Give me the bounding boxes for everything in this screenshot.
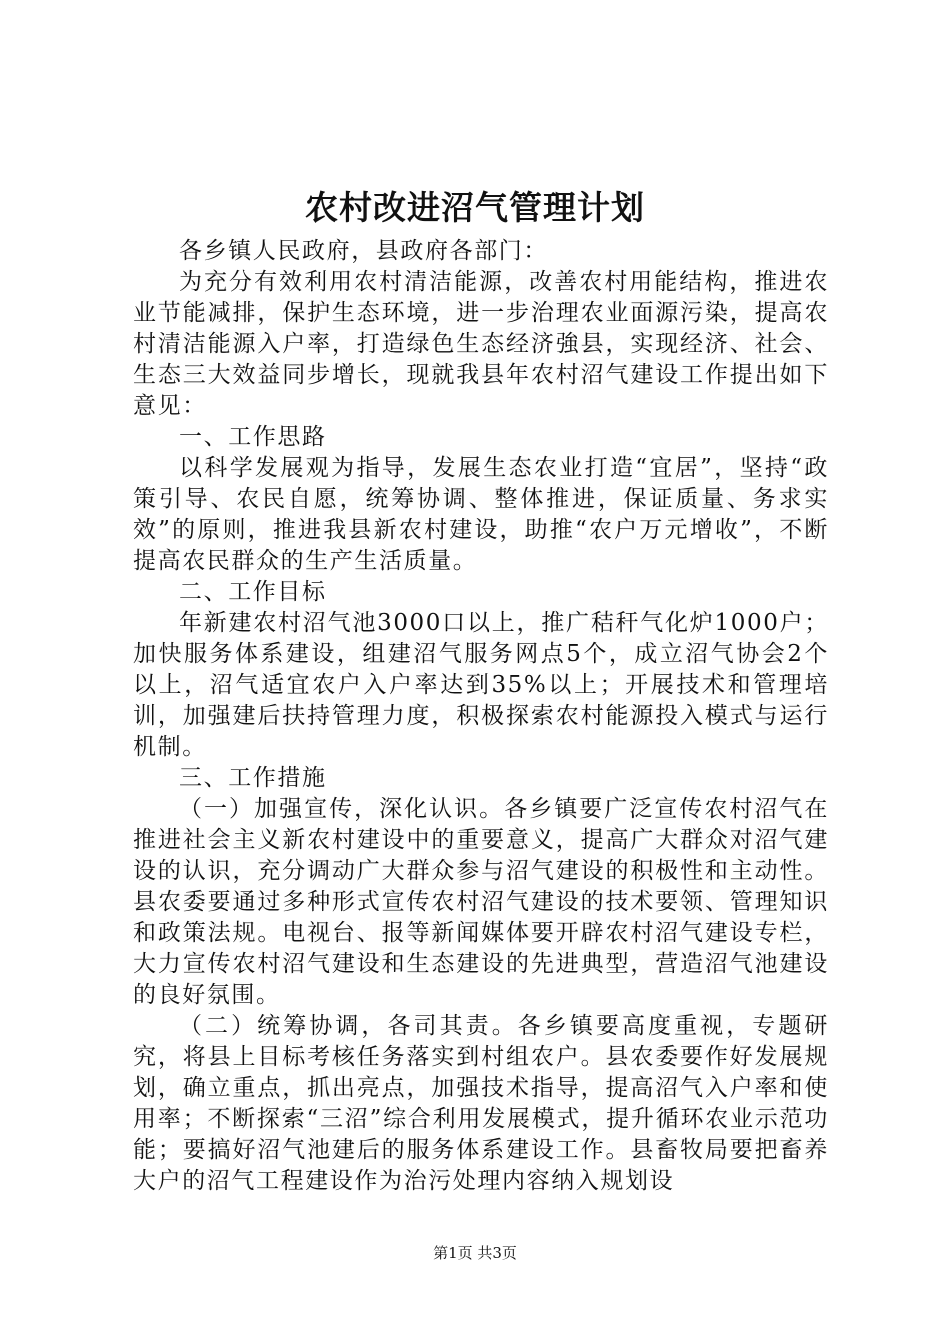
page-number-footer: 第1页 共3页 <box>433 1244 517 1262</box>
salutation-paragraph: 各乡镇人民政府，县政府各部门： <box>179 238 548 264</box>
section-heading-goals: 二、工作目标 <box>179 579 327 605</box>
measure-one-paragraph: （一）加强宣传，深化认识。各乡镇要广泛宣传农村沼气在推进社会主义新农村建设中的重要意义，提高广大群众对沼气建设的认识，充分调动广大群众参与沼气建设的积极性和主动性。县农委要通过多种形式宣传农村沼气建设的技术要领、管理知识和政策法规。电视台、报等新闻媒体要开辟农村沼气建设专栏，大力宣传农村沼气建设和生态建设的先进典型，营造沼气池建设的良好氛围。 <box>133 796 829 1008</box>
intro-paragraph: 为充分有效利用农村清洁能源，改善农村用能结构，推进农业节能减排，保护生态环境，进一步治理农业面源污染，提高农村清洁能源入户率，打造绿色生态经济強县，实现经济、社会、生态三大效益同步增长，现就我县年农村沼气建设工作提出如下意见： <box>133 269 829 419</box>
section-heading-thinking: 一、工作思路 <box>179 424 327 450</box>
thinking-paragraph: 以科学发展观为指导，发展生态农业打造“宜居”，坚持“政策引导、农民自愿，统筹协调、整体推进，保证质量、务求实效”的原则，推进我县新农村建设，助推“农户万元增收”，不断提高农民群众的生产生活质量。 <box>133 455 829 574</box>
document-body <box>133 236 829 1197</box>
document-title: 农村改进沼气管理计划 <box>305 188 645 227</box>
section-heading-measures: 三、工作措施 <box>179 765 327 791</box>
measure-two-paragraph: （二）统筹协调，各司其责。各乡镇要高度重视，专题研究，将县上目标考核任务落实到村组农户。县农委要作好发展规划，确立重点，抓出亮点，加强技术指导，提高沼气入户率和使用率；不断探索“三沼”综合利用发展模式，提升循环农业示范功能；要搞好沼气池建后的服务体系建设工作。县畜牧局要把畜养大户的沼气工程建设作为治污处理内容纳入规划设 <box>133 1013 829 1194</box>
goals-paragraph: 年新建农村沼气池3000口以上，推广秸秆气化炉1000户；加快服务体系建设，组建沼气服务网点5个，成立沼气协会2个以上，沼气适宜农户入户率达到35%以上；开展技术和管理培训，加强建后扶持管理力度，积极探索农村能源投入模式与运行机制。 <box>133 610 829 760</box>
